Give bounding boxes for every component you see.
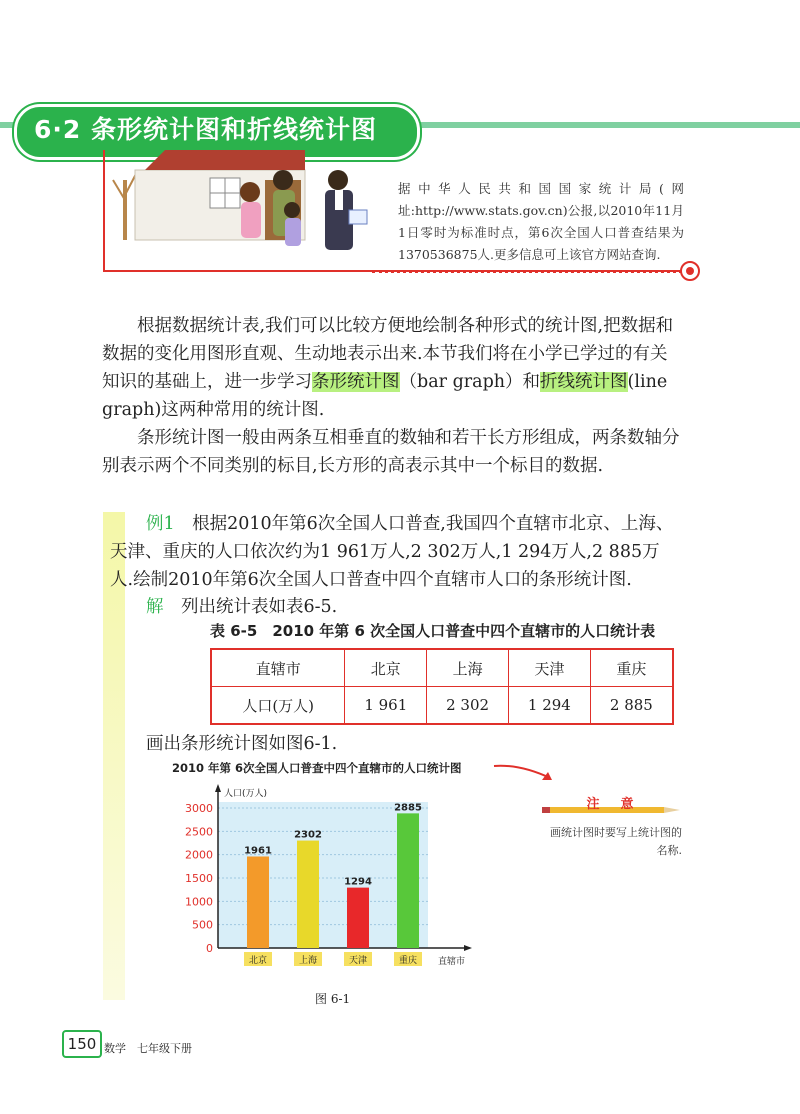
bar-chart [170, 780, 466, 980]
bar-value-label: 2302 [294, 829, 322, 841]
table-row [211, 687, 673, 725]
arrow-to-note-icon [490, 762, 560, 788]
bar [397, 813, 419, 948]
population-table [210, 648, 674, 725]
category-label: 重庆 [398, 956, 418, 966]
table-cell: 直辖市 [211, 649, 345, 687]
table-cell: 人口(万人) [211, 687, 345, 725]
intro-text-c: (line graph)这两种常用的统计图. [102, 372, 668, 420]
table-cell: 1 961 [345, 687, 427, 725]
census-source-note: 据中华人民共和国国家统计局(网址:http://www.stats.gov.cn)公报,以2010年11月1日零时为标准时点，第6次全国人口普查结果为1370536875人.更多信息可上该官方网站查询. [398, 181, 684, 262]
y-tick-label: 1500 [185, 872, 213, 885]
category-label: 天津 [348, 956, 368, 966]
bar-value-label: 1294 [344, 876, 372, 888]
bar [247, 856, 269, 948]
table-cell: 1 294 [508, 687, 590, 725]
y-tick-label: 500 [192, 918, 213, 932]
table-header-row [211, 649, 673, 687]
example-label: 例1 [146, 514, 175, 534]
intro-paragraph-1 [102, 312, 682, 424]
table-cell: 重庆 [590, 649, 673, 687]
bar [347, 888, 369, 948]
x-axis-arrow [464, 945, 472, 951]
notice-text: 画统计图时要写上统计图的名称. [550, 826, 682, 857]
family-census-illustration [105, 150, 395, 268]
bar-value-label: 1961 [244, 845, 272, 857]
section-title: 6·2 条形统计图和折线统计图 [34, 115, 377, 144]
y-axis-arrow [215, 784, 221, 792]
solution-label: 解 [146, 597, 164, 617]
solution-text: 列出统计表如表6-5. [181, 597, 338, 617]
notice-box [542, 797, 682, 860]
chart-title: 2010 年第 6次全国人口普查中四个直辖市的人口统计图 [172, 761, 462, 775]
notice-title: 注 意 [586, 797, 638, 812]
page-number: 150 [62, 1030, 102, 1058]
intro-text-b: （bar graph）和 [399, 372, 541, 392]
intro-paragraph-2: 条形统计图一般由两条互相垂直的数轴和若干长方形组成，两条数轴分别表示两个不同类别的标目,长方形的高表示其中一个标目的数据. [102, 428, 680, 476]
solution-line [146, 593, 686, 621]
table-cell: 2 302 [427, 687, 509, 725]
table-cell: 2 885 [590, 687, 673, 725]
y-axis-label: 人口(万人) [224, 789, 268, 799]
term-bar-graph: 条形统计图 [312, 372, 400, 392]
y-tick-label: 1000 [185, 895, 213, 909]
y-tick-label: 3000 [185, 802, 213, 815]
table-caption: 表 6-5 2010 年第 6 次全国人口普查中四个直辖市的人口统计表 [210, 622, 656, 640]
intro-text-a: 根据数据统计表,我们可以比较方便地绘制各种形式的统计图,把数据和数据的变化用图形直观、生动地表示出来.本节我们将在小学已学过的有关知识的基础上，进一步学习 [102, 316, 674, 392]
draw-instruction: 画出条形统计图如图6-1. [146, 734, 338, 754]
y-tick-label: 0 [206, 942, 213, 955]
bar [297, 841, 319, 948]
category-label: 北京 [248, 956, 268, 966]
y-tick-label: 2500 [185, 825, 213, 839]
book-title: 数学 七年级下册 [104, 1042, 192, 1055]
example-paragraph [110, 510, 682, 594]
term-line-graph: 折线统计图 [540, 372, 628, 392]
table-cell: 北京 [345, 649, 427, 687]
table-cell: 上海 [427, 649, 509, 687]
example-text: 根据2010年第6次全国人口普查,我国四个直辖市北京、上海、天津、重庆的人口依次约为1 961万人,2 302万人,1 294万人,2 885万人.绘制2010年第6次全国人口普查中四个直辖市人口的条形统计图. [110, 514, 674, 590]
y-tick-label: 2000 [185, 848, 213, 862]
x-axis-label: 直辖市 [438, 957, 466, 967]
bar-value-label: 2885 [394, 802, 422, 814]
dotted-divider [372, 270, 682, 273]
figure-caption: 图 6-1 [315, 992, 351, 1006]
table-cell: 天津 [508, 649, 590, 687]
target-marker-icon [680, 261, 700, 281]
category-label: 上海 [298, 956, 318, 966]
